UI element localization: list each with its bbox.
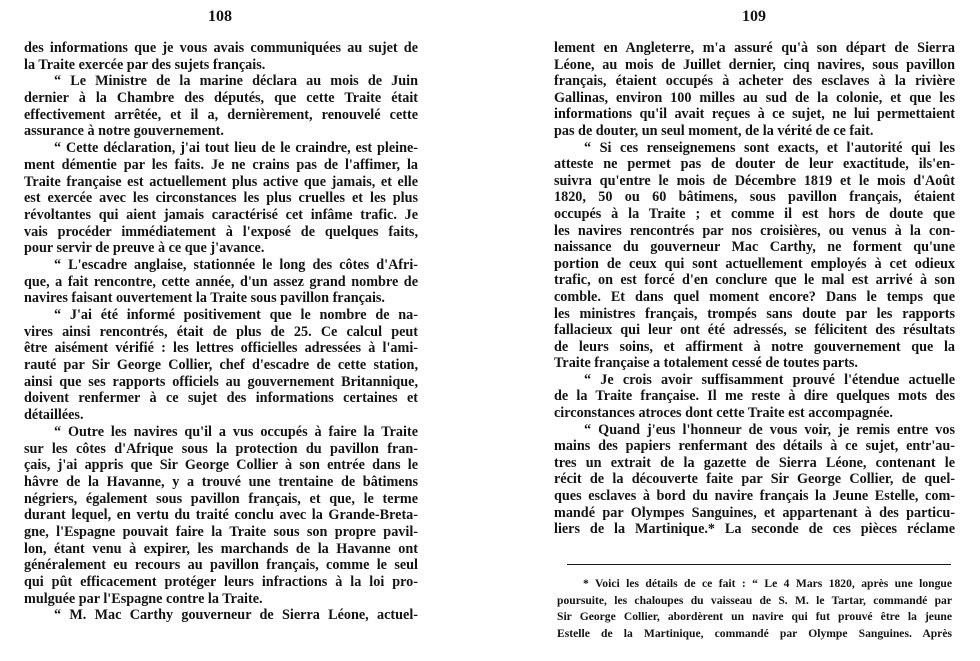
text-line: * Voici les détails de ce fait : “ Le 4 Mars 1820, après une longue	[583, 577, 952, 590]
text-line: naissance du gouverneur Mac Carthy, ne forment qu'une	[554, 239, 955, 256]
page-number: 109	[742, 8, 766, 25]
text-line: portion de ceux qui sont actuellement employés à cet odieux	[554, 255, 955, 272]
text-line: négriers, également sous pavillon français, et que, le terme	[24, 490, 418, 507]
text-line: suivra qu'entre le mois de Décembre 1819 et le mois d'Août	[554, 172, 955, 189]
text-line: être aisément vérifié : les lettres officielles adressées à l'ami-	[24, 340, 418, 357]
text-line: Traite française est actuellement plus active que jamais, et elle	[24, 173, 418, 190]
page-body-text	[24, 40, 418, 624]
text-line: liers de la Martinique.* La seconde de ces pièces réclame	[554, 521, 955, 538]
text-line: “ L'escadre anglaise, stationnée le long des côtes d'Afri-	[54, 256, 418, 273]
text-line: comble. Et dans quel moment encore? Dans le temps que	[554, 288, 955, 305]
text-line: fallacieux qui leur ont été adressés, se félicitent des résultats	[554, 322, 955, 339]
text-line: généralement eu recours au pavillon français, comme le seul	[24, 557, 418, 574]
text-line: Sir George Collier, abordèrent un navire qui fut prouvé être la jeune	[557, 610, 952, 624]
text-line: dernier à la Chambre des députés, que cette Traite était	[24, 90, 418, 107]
text-line: qui pût efficacement protéger leurs infractions à la loi pro-	[24, 574, 418, 590]
text-line: “ Outre les navires qu'il a vus occupés à faire la Traite	[54, 423, 418, 440]
text-line: mandé par Olympes Sanguines, et appartenant à des particu-	[554, 504, 955, 521]
text-line: “ Quand j'eus l'honneur de vous voir, je remis entre vos	[584, 421, 955, 438]
text-line: tres un extrait de la gazette de Sierra Léone, contenant le	[554, 454, 955, 471]
text-line: ainsi que ses rapports officiels au gouvernement Britannique,	[24, 373, 418, 390]
text-line: gne, l'Espagne pouvait faire la Traite sous son propre pavil-	[24, 523, 418, 540]
text-line: des informations que je vous avais communiquées au sujet de	[24, 40, 418, 56]
text-line: rauté par Sir George Collier, chef d'escadre de cette station,	[24, 357, 418, 374]
text-line: lement en Angleterre, m'a assuré qu'à son départ de Sierra	[554, 40, 955, 56]
text-line: çais, j'ai appris que Sir George Collier à son entrée dans le	[24, 457, 418, 474]
text-line: “ Si ces renseignemens sont exacts, et l'autorité qui les	[584, 139, 955, 156]
text-line: circonstances atroces dont cette Traite est accompagnée.	[554, 405, 893, 422]
text-line: Gallinas, environ 100 milles au sud de la colonie, et que les	[554, 89, 955, 106]
text-line: français, étaient occupés à acheter des esclaves à la rivière	[554, 73, 955, 90]
text-line: les ministres français, trompés sans doute par les rapports	[554, 305, 955, 322]
text-line: la Traite exercée par des sujets français.	[24, 56, 266, 73]
text-line: de la Traite française. Il me reste à dire quelques mots des	[554, 388, 955, 405]
text-line: pas de douter, un seul moment, de la vérité de ce fait.	[554, 122, 874, 139]
text-line: assurance à notre gouvernement.	[24, 123, 224, 140]
text-line: mains des papiers renfermant des détails à ce sujet, entr'au-	[554, 438, 955, 455]
text-line: effectivement arrêtée, et il a, dernièrement, renouvelé cette	[24, 106, 418, 123]
text-line: vais procéder immédiatement à l'exposé de quelques faits,	[24, 223, 418, 240]
text-line: est exercée avec les circonstances les plus cruelles et les plus	[24, 190, 418, 207]
text-line: que, a fait rencontre, cette année, d'un assez grand nombre de	[24, 273, 418, 290]
text-line: ques esclaves à bord du navire français la Jeune Estelle, com-	[554, 488, 955, 505]
text-line: “ M. Mac Carthy gouverneur de Sierra Léone, actuel-	[54, 607, 418, 624]
text-line: 1820, 50 ou 60 bâtimens, sous pavillon français, étaient	[554, 189, 955, 206]
text-line: poursuite, les chaloupes du vaisseau de S. M. le Tartar, commandé par	[557, 593, 952, 607]
text-line: informations qu'il avait reçues à ce sujet, ne lui permettaient	[554, 106, 955, 123]
text-line: de leurs soins, et affirment à notre gouvernement que la	[554, 338, 955, 355]
right-page	[490, 0, 980, 661]
text-line: doivent renfermer à ce sujet des informations certaines et	[24, 390, 418, 407]
text-line: Traite française a totalement cessé de toutes parts.	[554, 355, 858, 372]
text-line: les navires rencontrés par nos croisières, ou venus à la con-	[554, 222, 955, 239]
text-line: trafic, on est forcé d'en conclure que le mal est arrivé à son	[554, 272, 955, 289]
text-line: “ J'ai été informé positivement que le nombre de na-	[54, 307, 418, 323]
text-line: atteste ne permet pas de douter de leur exactitude, ils'en-	[554, 156, 955, 173]
footnote-rule	[567, 564, 951, 565]
text-line: Estelle de la Martinique, commandé par Olympe Sanguines. Après	[557, 626, 952, 640]
footnote	[557, 577, 952, 643]
text-line: révoltantes qui aient jamais caractérisé cet infâme trafic. Je	[24, 206, 418, 223]
text-line: ment démentie par les faits. Je ne crains pas de l'affimer, la	[24, 156, 418, 173]
text-line: “ Cette déclaration, j'ai tout lieu de le craindre, est pleine-	[54, 140, 418, 157]
text-line: durant lequel, en vertu du traité conclu avec la Grande-Breta-	[24, 507, 418, 524]
text-line: occupés à la Traite ; et comme il est hors de doute que	[554, 205, 955, 222]
text-line: “ Le Ministre de la marine déclara au mois de Juin	[54, 73, 418, 90]
text-line: vires ainsi rencontrés, était de plus de 25. Ce calcul peut	[24, 323, 418, 340]
text-line: mulguée par l'Espagne contre la Traite.	[24, 590, 263, 607]
text-line: sur les côtes d'Afrique sous la protection du pavillon fran-	[24, 440, 418, 457]
text-line: détaillées.	[24, 407, 84, 424]
text-line: récit de la découverte faite par Sir George Collier, de quel-	[554, 471, 955, 488]
text-line: “ Je crois avoir suffisamment prouvé l'étendue actuelle	[584, 371, 955, 388]
page-body-text	[554, 40, 955, 538]
text-line: lon, étant venu à expirer, les marchands de la Havanne ont	[24, 540, 418, 557]
text-line: navires faisant ouvertement la Traite sous pavillon français.	[24, 290, 385, 307]
text-line: Léone, au mois de Juillet dernier, cinq navires, sous pavillon	[554, 56, 955, 73]
text-line: pour servir de preuve à ce que j'avance.	[24, 240, 265, 257]
text-line: hâvre de la Havanne, y a trouvé une trentaine de bâtimens	[24, 473, 418, 490]
page-number: 108	[208, 8, 232, 25]
